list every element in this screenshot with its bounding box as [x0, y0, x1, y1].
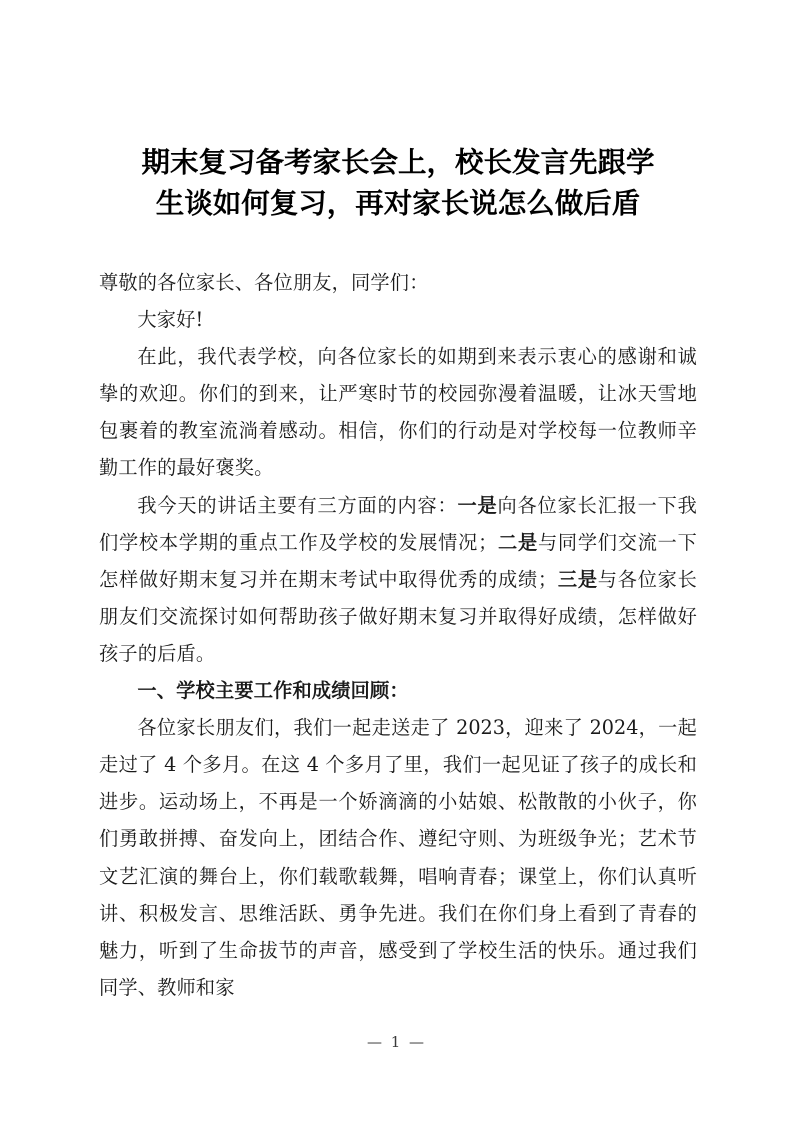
overview-text-one: 向各位家长汇报一下我们学校本学期的重点工作及学校的发展情况； — [99, 493, 697, 554]
review-part-2: ，迎来了 — [504, 716, 590, 740]
review-year-1: 2023 — [456, 716, 505, 740]
greeting-line: 大家好! — [137, 308, 204, 332]
paragraph-welcome: 在此，我代表学校，向各位家长的如期到来表示衷心的感谢和诚挚的欢迎。你们的到来，让严寒时节的校园弥漫着温暖，让冰天雪地包裹着的教室流淌着感动。相信，你们的行动是对学校每一位教师辛勤工作的最好褒奖。 — [99, 345, 697, 480]
review-year-2: 2024 — [589, 716, 639, 740]
review-part-4: 个多月。在这 — [176, 753, 307, 777]
paragraph-review — [99, 709, 697, 1006]
paragraph-overview — [99, 487, 697, 672]
review-months-1: 4 — [164, 753, 177, 777]
page-number: — 1 — — [366, 1033, 427, 1051]
title-line-2: 生谈如何复习，再对家长说怎么做后盾 — [155, 188, 641, 220]
salutation-line: 尊敬的各位家长、各位朋友，同学们： — [99, 271, 429, 294]
section-heading-1: 一、学校主要工作和成绩回顾： — [137, 679, 409, 703]
review-part-1: 各位家长朋友们，我们一起走送走了 — [137, 716, 457, 740]
overview-marker-two: 二是 — [497, 530, 538, 554]
overview-marker-one: 一是 — [457, 493, 498, 517]
document-body — [99, 225, 697, 1006]
page-content — [99, 0, 697, 1006]
overview-text-two: 与同学们交流一下怎样做好期末复习并在期末考试中取得优秀的成绩； — [99, 530, 697, 591]
title-line-1: 期末复习备考家长会上，校长发言先跟学 — [141, 147, 655, 179]
review-months-2: 4 — [306, 753, 319, 777]
overview-text-three: 与各位家长朋友们交流探讨如何帮助孩子做好期末复习并取得好成绩，怎样做好孩子的后盾。 — [99, 567, 697, 665]
review-part-3: ，一起走过了 — [99, 716, 697, 777]
overview-lead: 我今天的讲话主要有三方面的内容： — [137, 493, 458, 517]
page-footer — [0, 1033, 793, 1051]
review-part-5: 个多月了里，我们一起见证了孩子的成长和进步。运动场上，不再是一个娇滴滴的小姑娘、松散散的小伙子，你们勇敢拼搏、奋发向上，团结合作、遵纪守则、为班级争光；艺术节文艺汇演的舞台上，你们载歌载舞，唱响青春；课堂上，你们认真听讲、积极发言、思维活跃、勇争先进。我们在你们身上看到了青春的魅力，听到了生命拔节的声音，感受到了学校生活的快乐。通过我们同学、教师和家 — [99, 753, 697, 999]
overview-marker-three: 三是 — [557, 567, 598, 591]
page-title — [99, 0, 697, 225]
